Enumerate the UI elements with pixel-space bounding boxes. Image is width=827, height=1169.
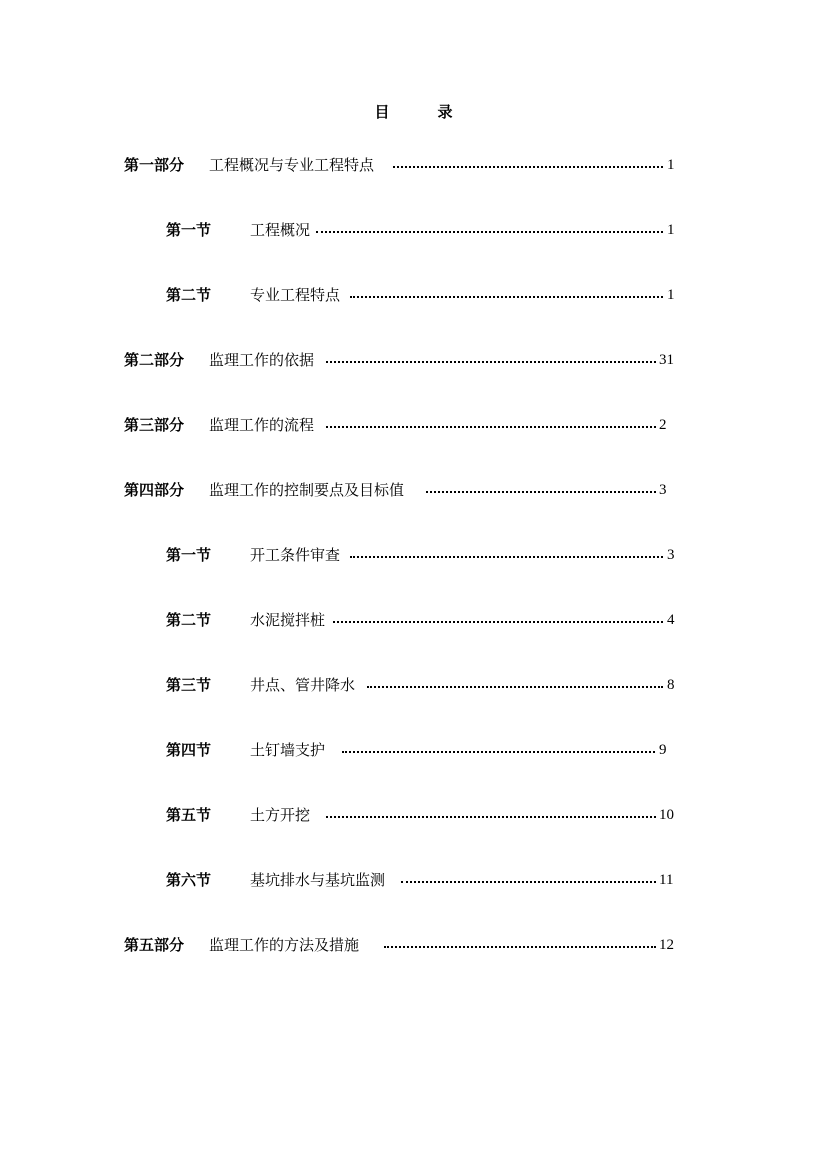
toc-entry-label: 第四部分 xyxy=(124,481,185,499)
toc-entry-page: 12 xyxy=(659,937,674,953)
toc-entry[interactable] xyxy=(0,739,827,761)
toc-entry[interactable] xyxy=(0,869,827,891)
toc-entry[interactable] xyxy=(0,414,827,436)
toc-entry-label: 第三部分 xyxy=(124,416,185,434)
toc-entry-leader xyxy=(326,349,656,371)
toc-entry-text: 土钉墙支护 xyxy=(250,741,326,759)
toc-entry-leader xyxy=(333,609,663,631)
toc-entry-leader xyxy=(426,479,656,501)
toc-title xyxy=(0,101,827,122)
toc-entry[interactable] xyxy=(0,284,827,306)
toc-entry-leader xyxy=(350,284,663,306)
toc-entry-page: 4 xyxy=(667,612,675,628)
toc-entry-label: 第一节 xyxy=(166,221,212,239)
toc-entry-label: 第六节 xyxy=(166,871,212,889)
toc-entry-leader xyxy=(384,934,656,956)
toc-entry-leader xyxy=(401,869,656,891)
toc-entry-text: 水泥搅拌桩 xyxy=(250,611,326,629)
toc-entry-leader xyxy=(316,219,663,241)
toc-entry[interactable] xyxy=(0,804,827,826)
toc-entry-page: 3 xyxy=(659,482,667,498)
toc-entry-label: 第三节 xyxy=(166,676,212,694)
toc-entry[interactable] xyxy=(0,544,827,566)
toc-entry-page: 9 xyxy=(659,742,667,758)
toc-entry-text: 井点、管井降水 xyxy=(250,676,356,694)
toc-entry-text: 监理工作的流程 xyxy=(209,416,315,434)
toc-entry[interactable] xyxy=(0,609,827,631)
toc-entry-page: 11 xyxy=(659,872,674,888)
toc-entry-page: 8 xyxy=(667,677,675,693)
toc-entry-label: 第二部分 xyxy=(124,351,185,369)
toc-title-char-2: 录 xyxy=(437,103,453,121)
toc-entry-leader xyxy=(367,674,663,696)
toc-entry-text: 专业工程特点 xyxy=(250,286,341,304)
toc-entry[interactable] xyxy=(0,674,827,696)
toc-entry[interactable] xyxy=(0,934,827,956)
toc-entry-label: 第五部分 xyxy=(124,936,185,954)
toc-entry-page: 10 xyxy=(659,807,674,823)
toc-entry-text: 监理工作的依据 xyxy=(209,351,315,369)
toc-entry-text: 土方开挖 xyxy=(250,806,311,824)
toc-entry-text: 工程概况 xyxy=(250,221,311,239)
toc-entry[interactable] xyxy=(0,219,827,241)
toc-entry-page: 2 xyxy=(659,417,667,433)
toc-entry-leader xyxy=(350,544,663,566)
toc-entry[interactable] xyxy=(0,479,827,501)
toc-entry-leader xyxy=(326,414,656,436)
toc-entry[interactable] xyxy=(0,154,827,176)
toc-entry-leader xyxy=(342,739,655,761)
toc-entry-label: 第四节 xyxy=(166,741,212,759)
toc-title-char-1: 目 xyxy=(374,103,390,121)
toc-entry-page: 31 xyxy=(659,352,674,368)
toc-entry-page: 3 xyxy=(667,547,675,563)
toc-entry-text: 开工条件审查 xyxy=(250,546,341,564)
toc-entry[interactable] xyxy=(0,349,827,371)
toc-entry-label: 第一节 xyxy=(166,546,212,564)
toc-entry-text: 工程概况与专业工程特点 xyxy=(209,156,375,174)
toc-entry-label: 第五节 xyxy=(166,806,212,824)
toc-entry-page: 1 xyxy=(667,287,675,303)
toc-entry-text: 监理工作的控制要点及目标值 xyxy=(209,481,405,499)
toc-entry-text: 基坑排水与基坑监测 xyxy=(250,871,386,889)
toc-entry-leader xyxy=(326,804,656,826)
toc-entry-label: 第二节 xyxy=(166,286,212,304)
toc-entry-label: 第一部分 xyxy=(124,156,185,174)
toc-entry-leader xyxy=(393,154,663,176)
toc-entry-text: 监理工作的方法及措施 xyxy=(209,936,360,954)
toc-entry-label: 第二节 xyxy=(166,611,212,629)
toc-entry-page: 1 xyxy=(667,157,675,173)
toc-entry-page: 1 xyxy=(667,222,675,238)
